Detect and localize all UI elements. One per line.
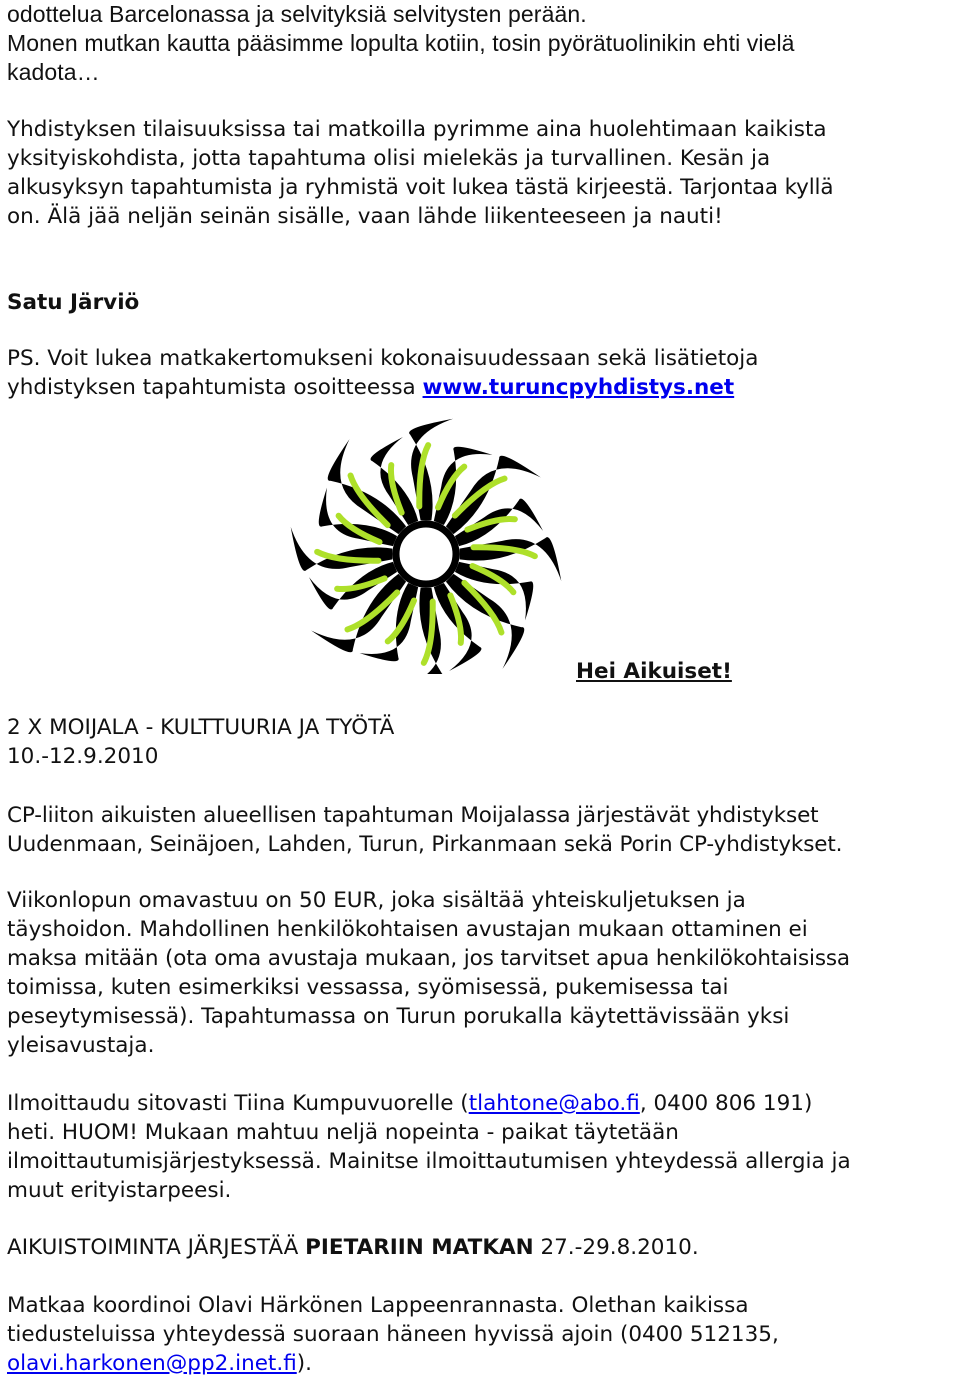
para4-line-1 [7,1089,812,1118]
para5-line-2: tiedusteluissa yhteydessä suoraan häneen hyvissä ajoin (0400 512135, [7,1322,779,1347]
event-dates: 10.-12.9.2010 [7,744,159,769]
para4-line-4: muut erityistarpeesi. [7,1178,232,1203]
para5-line-1: Matkaa koordinoi Olavi Härkönen Lappeenrannasta. Olethan kaikissa [7,1293,749,1318]
intro-line-1: odottelua Barcelonassa ja selvityksiä selvitysten perään. [7,1,587,27]
para4-line-3: ilmoittautumisjärjestyksessä. Mainitse ilmoittautumisen yhteydessä allergia ja [7,1149,851,1174]
para1-line-4: on. Älä jää neljän seinän sisälle, vaan lähde liikenteeseen ja nauti! [7,204,723,229]
trip-destination: PIETARIIN MATKAN [305,1235,534,1260]
trip-line [7,1233,699,1262]
trip-prefix: AIKUISTOIMINTA JÄRJESTÄÄ [7,1235,306,1260]
ps-line-2-text: yhdistyksen tapahtumista osoitteessa [7,375,423,400]
heading-hei-aikuiset: Hei Aikuiset! [576,659,732,684]
sun-logo-icon [270,402,582,674]
para2-line-2: Uudenmaan, Seinäjoen, Lahden, Turun, Pirkanmaan sekä Porin CP-yhdistykset. [7,832,843,857]
para1-line-1: Yhdistyksen tilaisuuksissa tai matkoilla pyrimme aina huolehtimaan kaikista [7,117,827,142]
email-link-tiina[interactable]: tlahtone@abo.fi [468,1091,640,1116]
para3-line-4: toimissa, kuten esimerkiksi vessassa, syömisessä, pukemisessa tai [7,975,729,1000]
ps-line-1: PS. Voit lukea matkakertomukseni kokonaisuudessaan sekä lisätietoja [7,346,759,371]
para4-line-2: heti. HUOM! Mukaan mahtuu neljä nopeinta - paikat täytetään [7,1120,679,1145]
sun-rays [291,419,562,674]
para1-line-2: yksityiskohdista, jotta tapahtuma olisi mielekäs ja turvallinen. Kesän ja [7,146,771,171]
intro-line-3: kadota… [7,59,100,85]
para5-line-3-suffix: ). [296,1351,312,1376]
email-link-olavi[interactable]: olavi.harkonen@pp2.inet.fi [7,1351,297,1376]
para2-line-1: CP-liiton aikuisten alueellisen tapahtuman Moijalassa järjestävät yhdistykset [7,803,819,828]
para1-line-3: alkusyksyn tapahtumista ja ryhmistä voit lukea tästä kirjeestä. Tarjontaa kyllä [7,175,834,200]
event-title: 2 X MOIJALA - KULTTUURIA JA TYÖTÄ [7,715,395,740]
para3-line-6: yleisavustaja. [7,1033,155,1058]
para4-line-1-suffix: , 0400 806 191) [639,1091,813,1116]
para5-line-3 [7,1349,312,1378]
intro-line-2: Monen mutkan kautta pääsimme lopulta kotiin, tosin pyörätuolinikin ehti vielä [7,30,795,56]
para3-line-1: Viikonlopun omavastuu on 50 EUR, joka sisältää yhteiskuljetuksen ja [7,888,746,913]
signature: Satu Järviö [7,290,140,315]
sun-core-ring [396,524,456,584]
para3-line-2: täyshoidon. Mahdollinen henkilökohtaisen avustajan mukaan ottaminen ei [7,917,808,942]
para3-line-5: peseytymisessä). Tapahtumassa on Turun porukalla käytettävissään yksi [7,1004,790,1029]
website-link[interactable]: www.turuncpyhdistys.net [422,375,735,400]
ps-line-2 [7,373,734,402]
para4-line-1-prefix: Ilmoittaudu sitovasti Tiina Kumpuvuorelle ( [7,1091,469,1116]
trip-dates: 27.-29.8.2010. [533,1235,699,1260]
para3-line-3: maksa mitään (ota oma avustaja mukaan, jos tarvitset apua henkilökohtaisissa [7,946,850,971]
